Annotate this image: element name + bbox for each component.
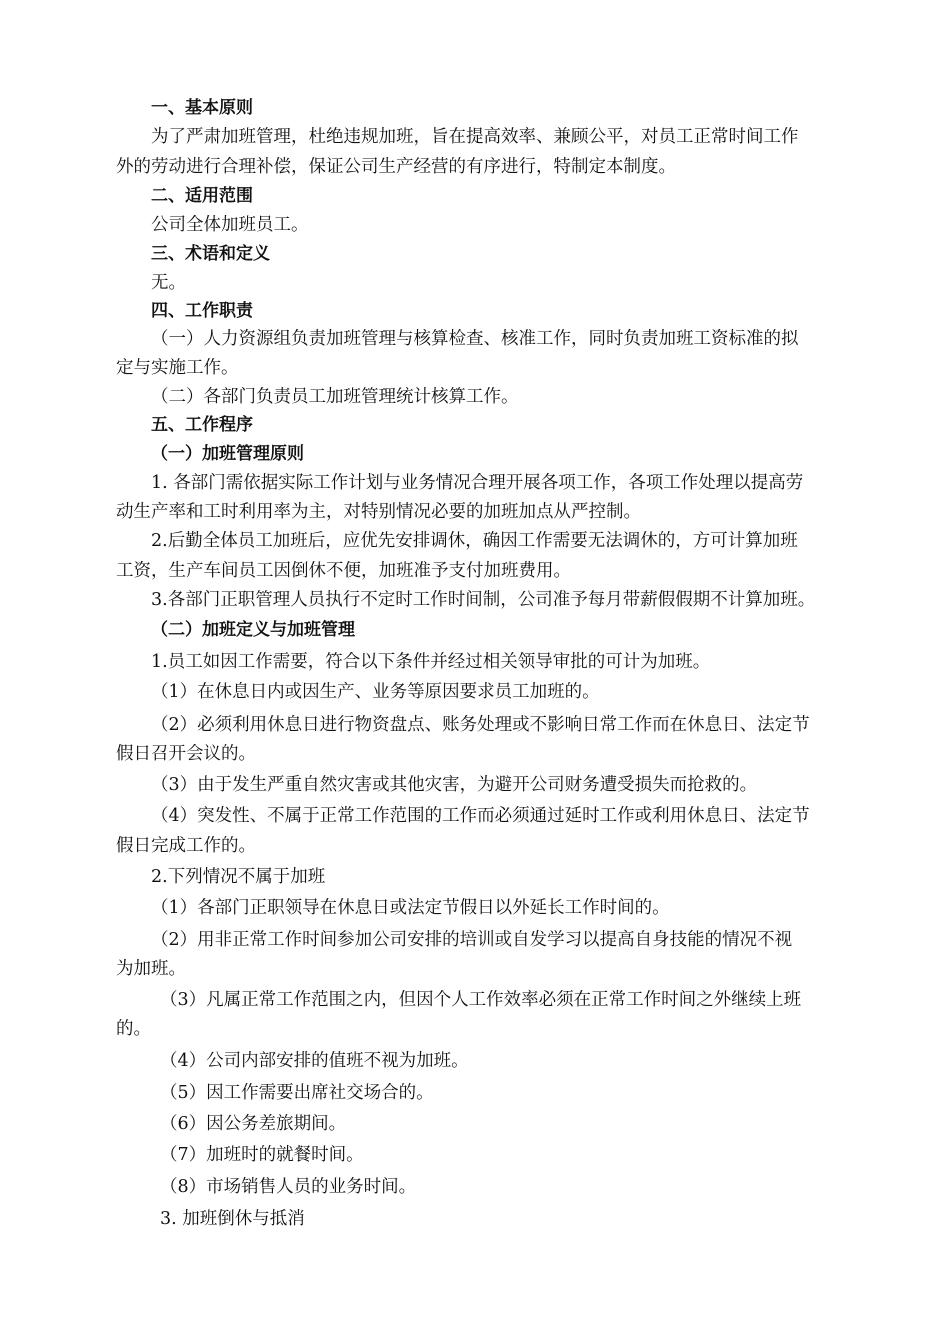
list-item-line: （8）市场销售人员的业务时间。 (160, 1177, 417, 1197)
paragraph-line: （二）各部门负责员工加班管理统计核算工作。 (151, 387, 519, 407)
list-item-line: 的。 (116, 1019, 151, 1039)
list-item-line: 假日完成工作的。 (116, 836, 256, 856)
list-item-line: 动生产率和工时利用率为主，对特别情况必要的加班加点从严控制。 (116, 502, 641, 522)
list-item-line: 3. 加班倒休与抵消 (160, 1209, 305, 1229)
list-item-line: 工资，生产车间员工因倒休不便，加班准予支付加班费用。 (116, 561, 571, 581)
list-item-line: （4）公司内部安排的值班不视为加班。 (160, 1051, 469, 1071)
list-item-line: 1. 各部门需依据实际工作计划与业务情况合理开展各项工作，各项工作处理以提高劳 (151, 473, 804, 493)
list-item-line: （1）各部门正职领导在休息日或法定节假日以外延长工作时间的。 (151, 898, 670, 918)
list-item-line: （3）由于发生严重自然灾害或其他灾害，为避开公司财务遭受损失而抢救的。 (151, 775, 758, 795)
list-item-line: 2.下列情况不属于加班 (151, 867, 326, 887)
section-heading-basic-principles: 一、基本原则 (151, 98, 253, 118)
list-item-line: （2）必须利用休息日进行物资盘点、账务处理或不影响日常工作而在休息日、法定节 (151, 715, 810, 735)
list-item-line: （2）用非正常工作时间参加公司安排的培训或自发学习以提高自身技能的情况不视 (151, 930, 793, 950)
paragraph-line: 公司全体加班员工。 (151, 215, 309, 235)
paragraph-line: 无。 (151, 273, 186, 293)
list-item-line: （7）加班时的就餐时间。 (160, 1145, 364, 1165)
paragraph-line: 外的劳动进行合理补偿，保证公司生产经营的有序进行，特制定本制度。 (116, 157, 676, 177)
list-item-line: 3.各部门正职管理人员执行不定时工作时间制，公司准予每月带薪假假期不计算加班。 (151, 590, 816, 610)
paragraph-line: 为了严肃加班管理，杜绝违规加班，旨在提高效率、兼顾公平，对员工正常时间工作 (151, 127, 799, 147)
list-item-line: 2.后勤全体员工加班后，应优先安排调休，确因工作需要无法调休的，方可计算加班 (151, 531, 798, 551)
list-item-line: （4）突发性、不属于正常工作范围的工作而必须通过延时工作或利用休息日、法定节 (151, 806, 810, 826)
section-heading-procedure: 五、工作程序 (151, 415, 253, 435)
list-item-line: （3）凡属正常工作范围之内，但因个人工作效率必须在正常工作时间之外继续上班 (160, 990, 802, 1010)
list-item-line: 1.员工如因工作需要，符合以下条件并经过相关领导审批的可计为加班。 (151, 652, 711, 672)
section-heading-scope: 二、适用范围 (151, 186, 253, 206)
subsection-heading-principles: （一）加班管理原则 (151, 444, 304, 464)
list-item-line: （1）在休息日内或因生产、业务等原因要求员工加班的。 (151, 682, 600, 702)
paragraph-line: 定与实施工作。 (116, 358, 239, 378)
section-heading-responsibilities: 四、工作职责 (151, 301, 253, 321)
section-heading-terms: 三、术语和定义 (151, 244, 270, 264)
list-item-line: （5）因工作需要出席社交场合的。 (160, 1083, 434, 1103)
list-item-line: 为加班。 (116, 959, 186, 979)
subsection-heading-definition: （二）加班定义与加班管理 (151, 620, 355, 640)
list-item-line: （6）因公务差旅期间。 (160, 1114, 347, 1134)
paragraph-line: （一）人力资源组负责加班管理与核算检查、核准工作，同时负责加班工资标准的拟 (151, 329, 799, 349)
list-item-line: 假日召开会议的。 (116, 744, 256, 764)
